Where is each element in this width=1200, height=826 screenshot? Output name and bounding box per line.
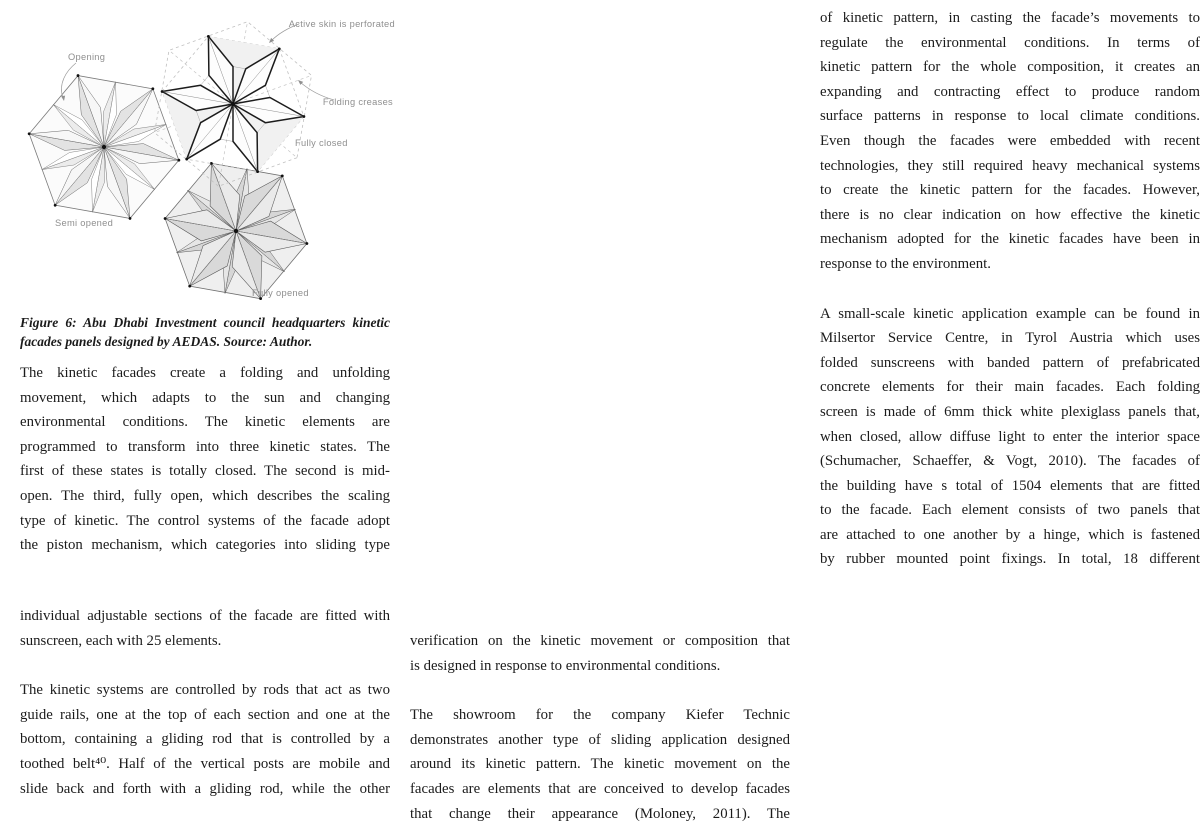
diagram-dot: [54, 204, 57, 207]
diagram-dot: [151, 87, 154, 90]
text-line: first of these states is totally closed. The second is mid-: [20, 463, 390, 480]
text-line: A small-scale kinetic application example can be found in: [820, 305, 1200, 322]
text-line: are attached to one another by a hinge, which is fastened: [820, 526, 1200, 543]
diagram-dot: [102, 145, 106, 149]
text-line: toothed belt⁴⁰. Half of the vertical posts are mobile and: [20, 755, 390, 772]
text-line: around its kinetic pattern. The kinetic movement on the: [410, 756, 790, 773]
right-top-block: [820, 6, 1200, 572]
diagram-dot: [161, 90, 164, 93]
paragraph-right-bottom-2: [410, 703, 790, 826]
diagram-dot: [210, 162, 213, 165]
diagram-dot: [164, 217, 167, 220]
paragraph-left-top: [20, 361, 390, 558]
text-line: guide rails, one at the top of each section and one at the: [20, 706, 390, 723]
text-line: by rubber mounted point fixings. In total, 18 different: [820, 551, 1200, 568]
text-line: verification on the kinetic movement or composition that: [410, 633, 790, 649]
text-line: to the facade. Each element consists of two panels that: [820, 502, 1200, 519]
diagram-dot: [303, 115, 306, 118]
text-line: surface patterns in response to local climate conditions.: [820, 108, 1200, 125]
text-line: facades panels designed by AEDAS. Source: Author.: [20, 333, 313, 349]
diagram-dot: [234, 229, 238, 233]
kinetic-facade-diagram: [0, 0, 400, 314]
text-line: screen is made of 6mm thick white plexiglass panels that,: [820, 403, 1200, 420]
figure-6: [0, 0, 400, 314]
text-line: slide back and forth with a gliding rod, while the other: [20, 780, 390, 797]
diagram-dot: [185, 158, 188, 161]
text-line: The kinetic systems are controlled by rods that act as two: [20, 682, 390, 699]
diagram-dot: [28, 132, 31, 135]
text-line: The showroom for the company Kiefer Technic: [410, 707, 790, 724]
diagram-dot: [256, 170, 259, 173]
text-line: the building have s total of 1504 elements that are fitted: [820, 477, 1200, 494]
text-line: Even though the facades were embedded with recent: [820, 132, 1200, 149]
paragraph-right-bottom-1: [410, 629, 790, 678]
text-line: movement, which adapts to the sun and changing: [20, 389, 390, 406]
text-line: regulate the environmental conditions. In terms of: [820, 34, 1200, 51]
text-line: to create the kinetic pattern for the facades. However,: [820, 182, 1200, 199]
text-line: kinetic pattern for the whole composition, it creates an: [820, 59, 1200, 76]
figure-label-fully-opened: Fully opened: [252, 288, 309, 298]
text-line: is designed in response to environmental conditions.: [410, 657, 721, 674]
text-line: folded sunscreens with banded pattern of prefabricated: [820, 354, 1200, 371]
figure-label-opening: Opening: [68, 52, 106, 62]
text-line: of kinetic pattern, in casting the facade’s movements to: [820, 10, 1200, 26]
diagram-dot: [281, 174, 284, 177]
text-line: concrete elements for their main facades. Each folding: [820, 379, 1200, 396]
text-line: facades are elements that are conceived to develop facades: [410, 780, 790, 797]
text-line: programmed to transform into three kinetic states. The: [20, 438, 390, 455]
diagram-dot: [188, 285, 191, 288]
text-line: (Schumacher, Schaeffer, & Vogt, 2010). The facades of: [820, 453, 1200, 470]
paragraph-right-1: [820, 6, 1200, 277]
text-line: when closed, allow diffuse light to enter the interior space: [820, 428, 1200, 445]
text-line: bottom, containing a gliding rod that is controlled by a: [20, 731, 390, 748]
text-line: sunscreen, each with 25 elements.: [20, 632, 222, 649]
text-line: Figure 6: Abu Dhabi Investment council headquarters kinetic: [20, 315, 390, 330]
text-line: individual adjustable sections of the facade are fitted with: [20, 608, 390, 624]
diagram-dot: [278, 47, 281, 50]
paragraph-left-bottom-2: [20, 678, 390, 801]
diagram-dot: [306, 242, 309, 245]
text-line: demonstrates another type of sliding application designed: [410, 731, 790, 748]
figure-label-fully-closed: Fully closed: [295, 138, 348, 148]
text-line: environmental conditions. The kinetic elements are: [20, 414, 390, 431]
text-line: The kinetic facades create a folding and unfolding: [20, 365, 390, 381]
text-line: response to the environment.: [820, 255, 991, 272]
figure-label-semi-opened: Semi opened: [55, 218, 114, 228]
figure-label-folding-creases: Folding creases: [322, 97, 393, 107]
text-line: technologies, they still required heavy mechanical systems: [820, 157, 1200, 174]
text-line: Milsertor Service Centre, in Tyrol Austria which uses: [820, 330, 1200, 347]
figure-label-active-skin: Active skin is perforated: [288, 19, 395, 29]
text-line: type of kinetic. The control systems of the facade adopt: [20, 512, 390, 529]
text-line: mechanism adopted for the kinetic facades have been in: [820, 231, 1200, 248]
web-line: [201, 75, 209, 85]
web-line: [265, 85, 269, 97]
text-line: expanding and contracting effect to produce random: [820, 83, 1200, 100]
diagram-dot: [177, 159, 180, 162]
text-line: the piston mechanism, which categories into sliding type: [20, 537, 390, 554]
paragraph-right-2: [820, 302, 1200, 573]
diagram-dot: [129, 217, 132, 220]
diagram-dot: [207, 35, 210, 38]
left-bottom-block: [20, 604, 390, 801]
paragraph-left-bottom-1: [20, 604, 390, 653]
text-line: open. The third, fully open, which describes the scaling: [20, 487, 390, 504]
diagram-dot: [231, 102, 235, 106]
figure-caption: [20, 314, 390, 351]
right-bottom-block: [410, 629, 790, 826]
text-line: that change their appearance (Moloney, 2011). The: [410, 805, 790, 822]
diagram-dot: [77, 74, 80, 77]
text-line: there is no clear indication on how effective the kinetic: [820, 206, 1200, 223]
